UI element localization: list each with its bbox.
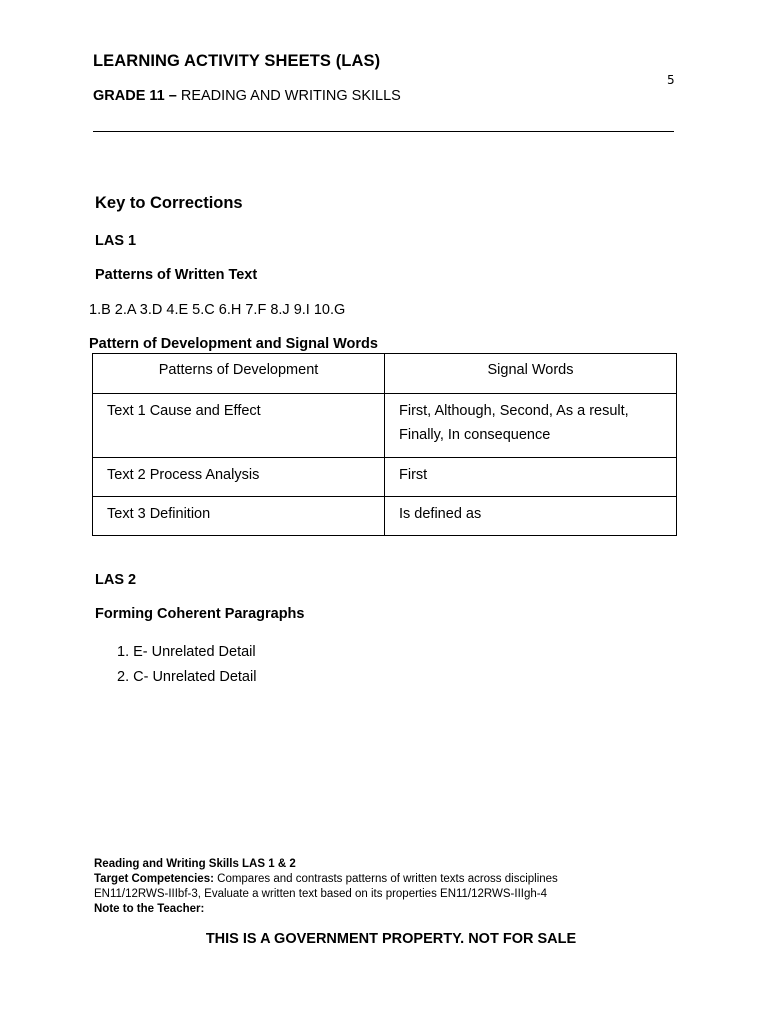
page-title: LEARNING ACTIVITY SHEETS (LAS) <box>93 52 381 70</box>
table-header-cell: Patterns of Development <box>93 354 385 394</box>
footer-target-text: Compares and contrasts patterns of written texts across disciplines <box>213 873 558 885</box>
table-cell: Text 2 Process Analysis <box>93 458 385 497</box>
government-notice: THIS IS A GOVERNMENT PROPERTY. NOT FOR SALE <box>205 931 577 947</box>
table-cell: First, Although, Second, As a result, Finally, In consequence <box>385 394 677 458</box>
list-item: 1. E- Unrelated Detail <box>117 644 256 660</box>
table-row <box>93 458 677 497</box>
las1-label: LAS 1 <box>95 233 137 249</box>
grade-subject-line <box>93 88 401 104</box>
header-divider <box>93 131 674 132</box>
las2-section-title: Forming Coherent Paragraphs <box>95 606 305 622</box>
list-item: 2. C- Unrelated Detail <box>117 669 257 685</box>
footer-target-label: Target Competencies: <box>94 873 214 885</box>
footer-target <box>94 872 558 887</box>
footer-course-label: Reading and Writing Skills LAS 1 & 2 <box>94 858 296 870</box>
footer-note-label: Note to the Teacher: <box>94 903 205 915</box>
table-row <box>93 497 677 536</box>
table-title: Pattern of Development and Signal Words <box>89 336 378 352</box>
table-header-row <box>93 354 677 394</box>
grade-label: GRADE 11 – <box>93 88 177 104</box>
las2-label: LAS 2 <box>95 572 137 588</box>
las2-list <box>117 640 256 690</box>
footer-course <box>94 857 558 872</box>
footer-note <box>94 902 558 917</box>
subject-label: READING AND WRITING SKILLS <box>180 88 401 104</box>
table-cell: Is defined as <box>385 497 677 536</box>
table-cell: First <box>385 458 677 497</box>
table-cell: Text 1 Cause and Effect <box>93 394 385 458</box>
footer-codes: EN11/12RWS-IIIbf-3, Evaluate a written text based on its properties EN11/12RWS-IIIgh-4 <box>94 888 547 900</box>
table-cell: Text 3 Definition <box>93 497 385 536</box>
key-heading: Key to Corrections <box>95 194 243 212</box>
las1-answers: 1.B 2.A 3.D 4.E 5.C 6.H 7.F 8.J 9.I 10.G <box>89 302 346 318</box>
table-header-cell: Signal Words <box>385 354 677 394</box>
development-table <box>92 353 677 536</box>
page-number: 5 <box>667 73 675 87</box>
las1-section-title: Patterns of Written Text <box>95 267 258 283</box>
footer-block <box>94 857 558 917</box>
table-row <box>93 394 677 458</box>
